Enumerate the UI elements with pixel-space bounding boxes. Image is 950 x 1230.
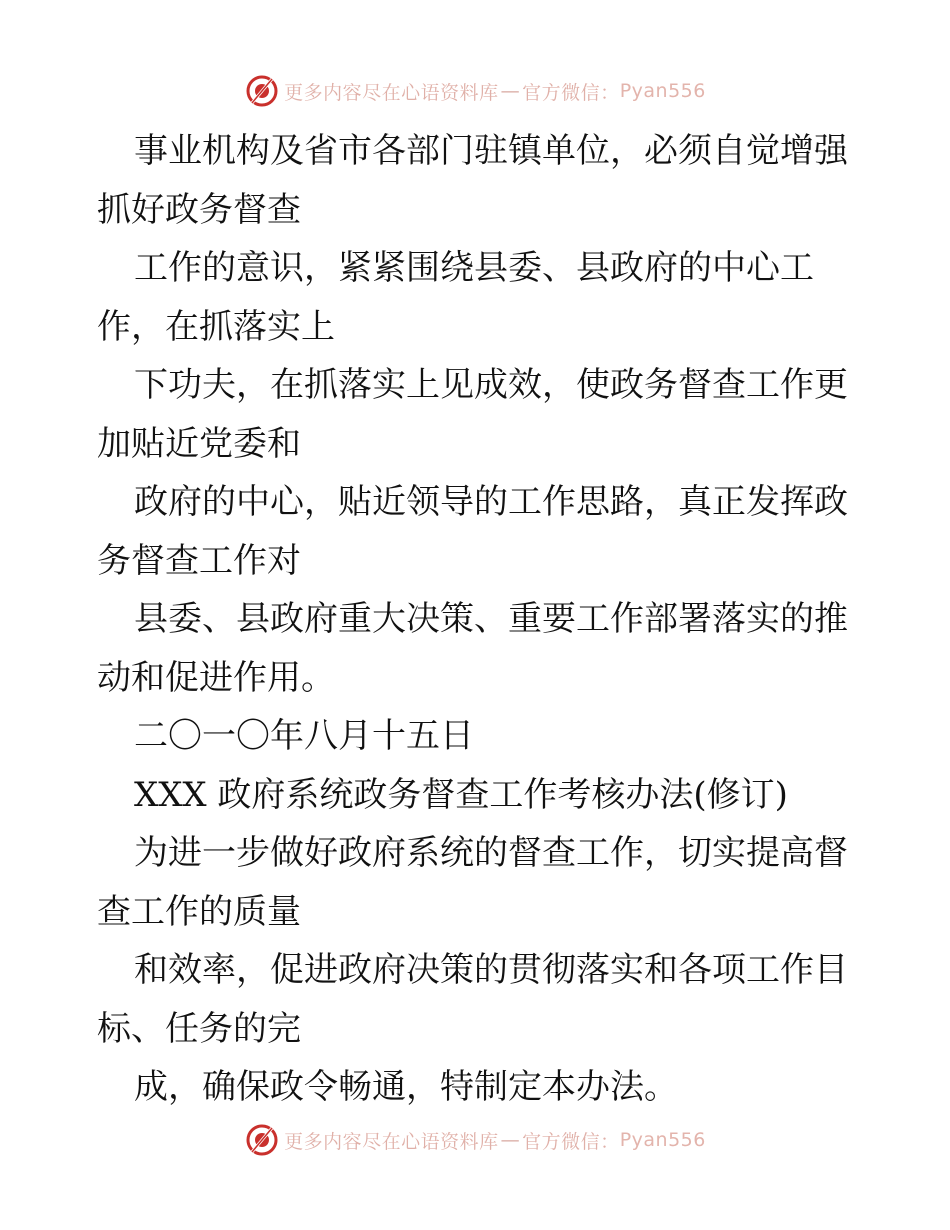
section-title: XXX 政府系统政务督查工作考核办法(修订): [134, 774, 788, 815]
text-line: 查工作的质量: [97, 891, 301, 932]
brand-logo-icon: [244, 73, 280, 109]
document-text: [97, 122, 857, 1117]
watermark-official-text: 官方微信：: [522, 1130, 620, 1153]
brand-logo-icon: [244, 1122, 280, 1158]
document-body: [97, 122, 857, 1117]
text-line: 工作的意识，紧紧围绕县委、县政府的中心工: [134, 248, 814, 288]
text-line: 抓好政务督查: [97, 189, 301, 230]
text-line: 下功夫，在抓落实上见成效，使政务督查工作更: [134, 365, 848, 405]
watermark-site-text: 更多内容尽在心语资料库: [284, 81, 499, 104]
date-line: 二〇一〇年八月十五日: [134, 716, 474, 756]
header-watermark: [0, 71, 950, 111]
text-line: 动和促进作用。: [97, 657, 335, 698]
watermark-wechat-id: Pyan556: [619, 1129, 706, 1151]
text-line: 作，在抓落实上: [97, 306, 335, 347]
watermark-wechat-id: Pyan556: [619, 80, 706, 102]
text-line: 为进一步做好政府系统的督查工作，切实提高督: [134, 833, 848, 873]
text-line: 加贴近党委和: [97, 423, 301, 464]
watermark-separator: —: [500, 1129, 521, 1151]
text-line: 县委、县政府重大决策、重要工作部署落实的推: [134, 599, 848, 639]
text-line: 政府的中心，贴近领导的工作思路，真正发挥政: [134, 482, 848, 522]
watermark-separator: —: [500, 80, 521, 102]
text-line: 成，确保政令畅通，特制定本办法。: [134, 1067, 678, 1107]
watermark-official-text: 官方微信：: [522, 81, 620, 104]
text-line: 务督查工作对: [97, 540, 301, 581]
footer-watermark: [0, 1120, 950, 1160]
watermark-site-text: 更多内容尽在心语资料库: [284, 1130, 499, 1153]
text-line: 标、任务的完: [97, 1008, 301, 1049]
text-line: 事业机构及省市各部门驻镇单位，必须自觉增强: [134, 131, 848, 171]
text-line: 和效率，促进政府决策的贯彻落实和各项工作目: [134, 950, 848, 990]
